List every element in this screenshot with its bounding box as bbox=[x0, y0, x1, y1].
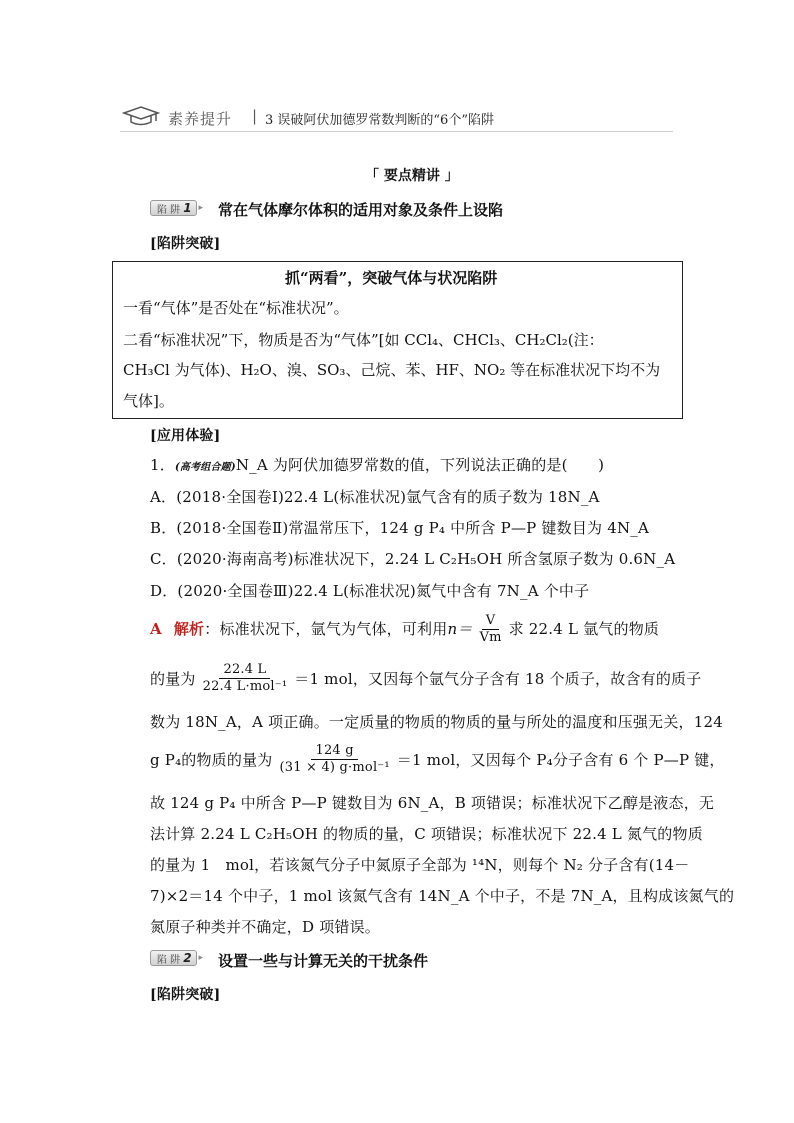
trap-badge-2 bbox=[150, 951, 203, 965]
answer-line-5: 故 124 g P₄ 中所含 P—P 键数目为 6N_A，B 项错误；标准状况下乙醇是液态，无 bbox=[150, 794, 715, 812]
question-stem bbox=[150, 454, 604, 475]
answer-line-1 bbox=[150, 612, 659, 646]
chevron-right-icon: ▸ bbox=[198, 203, 204, 213]
option-b: B．(2018·全国卷Ⅱ)常温常压下，124 g P₄ 中所含 P—P 键数目为 4N_A bbox=[150, 519, 649, 537]
answer-line-2 bbox=[150, 660, 701, 696]
header-divider: | bbox=[252, 107, 258, 125]
trap-badge-number: 1 bbox=[183, 201, 192, 215]
option-c: C．(2020·海南高考)标准状况下，2.24 L C₂H₅OH 所含氢原子数为 0.6N_A bbox=[150, 550, 676, 568]
analysis-text-1a: ：标准状况下，氩气为气体，可利用 bbox=[204, 620, 448, 638]
answer-line-9: 氮原子种类并不确定，D 项错误。 bbox=[150, 918, 380, 936]
answer-line-4 bbox=[150, 741, 725, 777]
trap-badge-text: 陷 阱 bbox=[157, 204, 181, 216]
trap1-title: 常在气体摩尔体积的适用对象及条件上设陷 bbox=[218, 201, 504, 219]
formula-fraction-v-vm: $\frac{V}{Vm}$ bbox=[479, 612, 502, 645]
box-line-3: CH₃Cl 为气体)、H₂O、溴、SO₃、己烷、苯、HF、NO₂ 等在标准状况下均不为 bbox=[123, 361, 661, 379]
application-label: [应用体验] bbox=[150, 428, 221, 444]
trap1-breakthrough-label: [陷阱突破] bbox=[150, 236, 221, 252]
option-d: D．(2020·全国卷Ⅲ)22.4 L(标准状况)氮气中含有 7N_A 个中子 bbox=[150, 582, 590, 600]
box-line-4: 气体]。 bbox=[123, 392, 174, 410]
analysis-label: 解析 bbox=[173, 620, 205, 638]
analysis-text-1c: 求 22.4 L 氩气的物质 bbox=[508, 620, 660, 638]
trap-badge-number: 2 bbox=[183, 951, 192, 965]
chevron-right-icon: ▸ bbox=[198, 953, 204, 963]
box-title: 抓“两看”，突破气体与状况陷阱 bbox=[285, 269, 498, 287]
answer-line-7: 的量为 1 mol，若该氮气分子中氮原子全部为 ¹⁴N，则每个 N₂ 分子含有(14－ bbox=[150, 856, 690, 874]
header-rule bbox=[120, 131, 673, 132]
formula-n: n＝ bbox=[447, 620, 473, 638]
analysis-text-2a: 的量为 bbox=[150, 669, 196, 688]
box-line-2: 二看“标准状况”下，物质是否为“气体”[如 CCl₄、CHCl₃、CH₂Cl₂(注： bbox=[123, 331, 604, 349]
analysis-text-4b: ＝1 mol，又因每个 P₄分子含有 6 个 P—P 键， bbox=[396, 750, 725, 769]
trap-badge-1 bbox=[150, 201, 203, 215]
trap2-breakthrough-label: [陷阱突破] bbox=[150, 987, 221, 1003]
question-number: 1． bbox=[150, 456, 175, 474]
trap-badge-text: 陷 阱 bbox=[157, 954, 181, 966]
question-source-tag: (高考组合题) bbox=[174, 462, 236, 473]
answer-line-3: 数为 18N_A，A 项正确。一定质量的物质的物质的量与所处的温度和压强无关，124 bbox=[150, 713, 723, 731]
analysis-text-2b: ＝1 mol，又因每个氩气分子含有 18 个质子，故含有的质子 bbox=[294, 669, 702, 688]
answer-line-6: 法计算 2.24 L C₂H₅OH 的物质的量，C 项错误；标准状况下 22.4 L 氮气的物质 bbox=[150, 825, 703, 843]
answer-letter: A bbox=[150, 620, 162, 638]
analysis-text-4a: g P₄的物质的量为 bbox=[150, 750, 273, 769]
graduation-cap-icon bbox=[122, 106, 160, 130]
formula-fraction-moles-argon: $\frac{22.4 L}{\text{22.4 L·mol⁻¹}}$ bbox=[202, 661, 288, 694]
trap2-title: 设置一些与计算无关的干扰条件 bbox=[218, 952, 429, 970]
header-section: 素养提升 bbox=[168, 110, 233, 128]
formula-fraction-moles-p4: $\frac{124 g}{\text{(31 × 4) g·mol⁻¹}}$ bbox=[279, 742, 390, 775]
question-text: N_A 为阿伏加德罗常数的值，下列说法正确的是( ) bbox=[235, 456, 605, 474]
header-chapter: 3 误破阿伏加德罗常数判断的“6个”陷阱 bbox=[265, 113, 494, 128]
answer-line-8: 7)×2＝14 个中子，1 mol 该氮气含有 14N_A 个中子，不是 7N_A，且构成该氮气的 bbox=[150, 887, 735, 905]
section-title: 「 要点精讲 」 bbox=[365, 168, 459, 184]
box-line-1: 一看“气体”是否处在“标准状况”。 bbox=[123, 299, 349, 317]
option-a: A．(2018·全国卷Ⅰ)22.4 L(标准状况)氩气含有的质子数为 18N_A bbox=[150, 488, 600, 506]
